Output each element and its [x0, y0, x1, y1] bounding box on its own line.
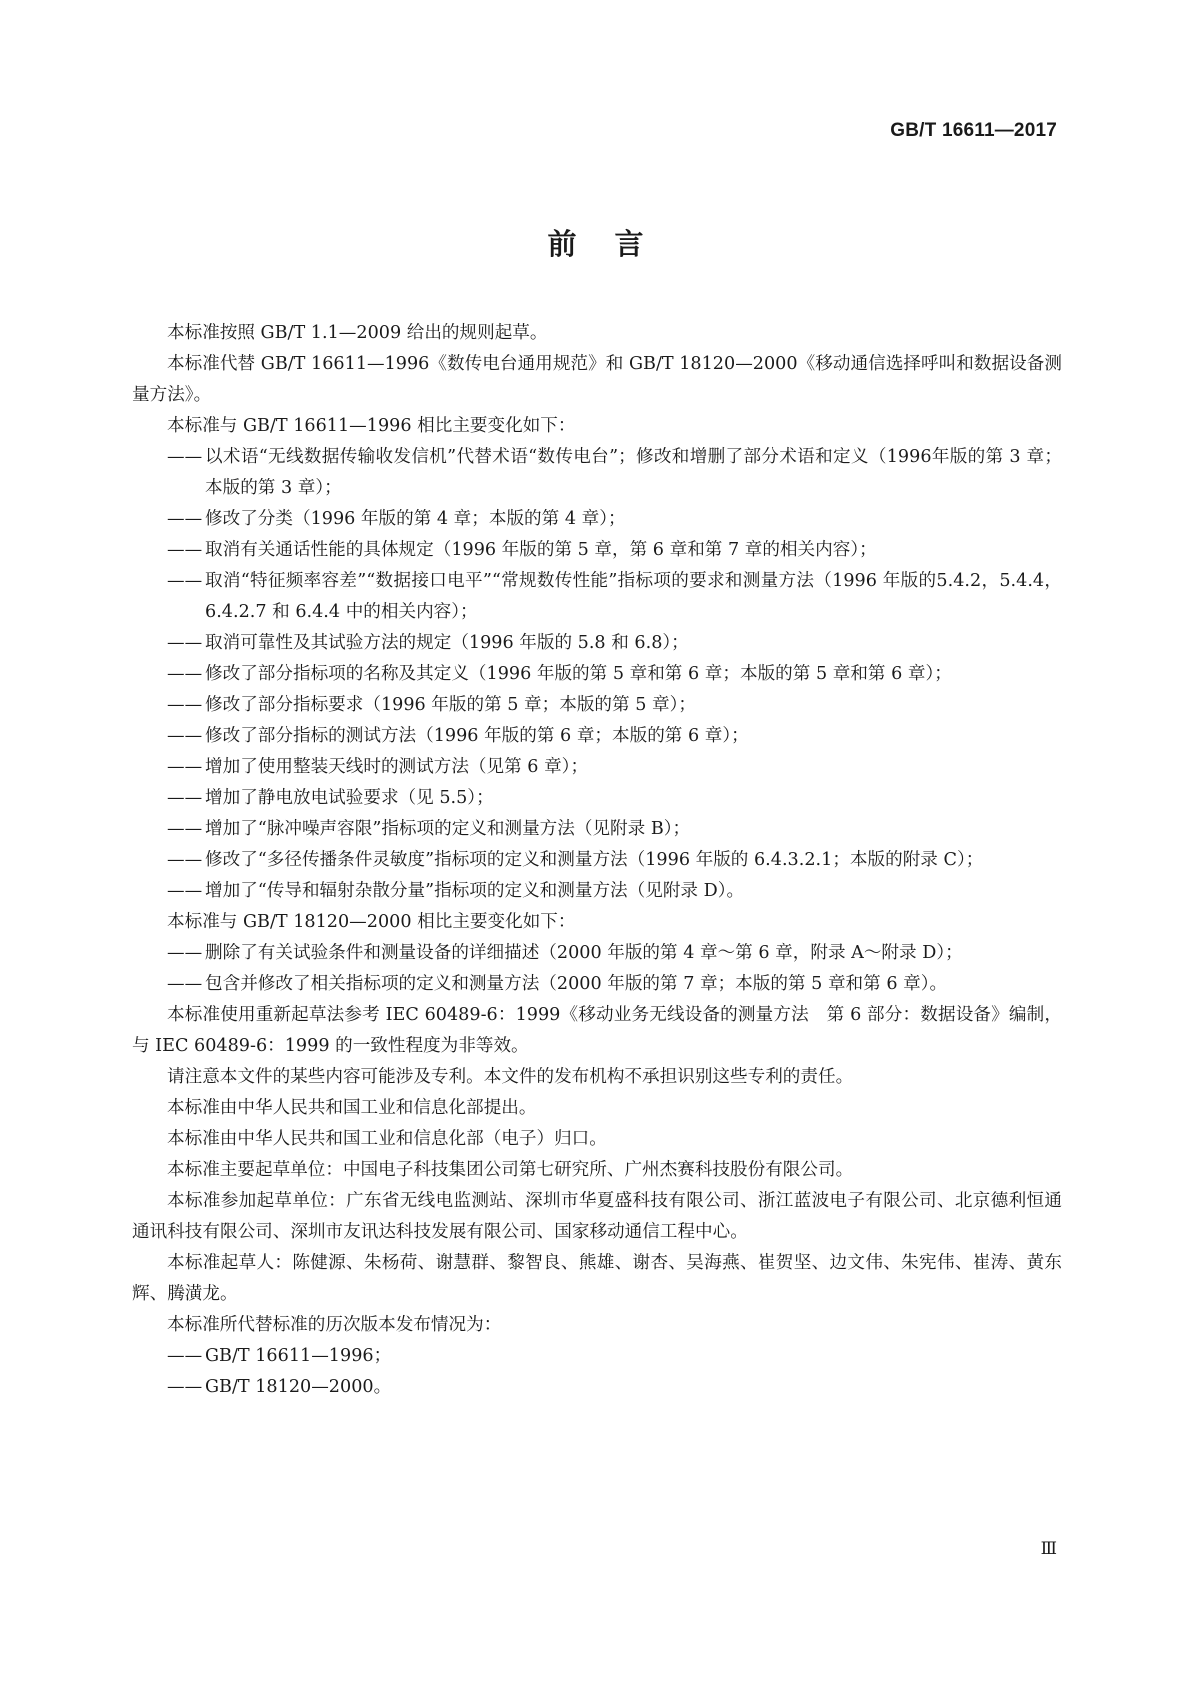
list-item	[132, 659, 1062, 690]
paragraph: 本标准由中华人民共和国工业和信息化部提出。	[167, 1098, 537, 1118]
dash-mark: ——	[167, 788, 203, 808]
dash-mark: ——	[167, 819, 203, 839]
list-item-text: GB/T 18120—2000。	[205, 1377, 392, 1397]
list-item-text: 取消有关通话性能的具体规定（1996 年版的第 5 章，第 6 章和第 7 章的相关内容）；	[205, 540, 877, 560]
paragraph: 本标准与 GB/T 16611—1996 相比主要变化如下：	[167, 416, 576, 436]
dash-mark: ——	[167, 1377, 203, 1397]
dash-mark: ——	[167, 850, 203, 870]
dash-mark: ——	[167, 509, 203, 529]
list-item	[132, 1372, 1062, 1403]
foreword-body	[132, 318, 1062, 1403]
list-item-text: 删除了有关试验条件和测量设备的详细描述（2000 年版的第 4 章～第 6 章，附录 A～附录 D）；	[205, 943, 963, 963]
list-item-text: 修改了部分指标要求（1996 年版的第 5 章；本版的第 5 章）；	[205, 695, 696, 715]
dash-mark: ——	[167, 974, 203, 994]
list-item-text: 增加了“传导和辐射杂散分量”指标项的定义和测量方法（见附录 D）。	[205, 881, 745, 901]
list-item	[132, 535, 1062, 566]
paragraph: 本标准使用重新起草法参考 IEC 60489-6：1999《移动业务无线设备的测量方法 第 6 部分：数据设备》编制，与 IEC 60489-6：1999 的一致性程度为非等效。	[132, 1005, 1062, 1056]
dash-mark: ——	[167, 881, 203, 901]
page-number: Ⅲ	[1040, 1539, 1057, 1558]
dash-mark: ——	[167, 1346, 203, 1366]
list-item-text: 修改了“多径传播条件灵敏度”指标项的定义和测量方法（1996 年版的 6.4.3.2.1；本版的附录 C）；	[205, 850, 984, 870]
dash-mark: ——	[167, 540, 203, 560]
list-item-text: 修改了部分指标的测试方法（1996 年版的第 6 章；本版的第 6 章）；	[205, 726, 749, 746]
paragraph: 本标准由中华人民共和国工业和信息化部（电子）归口。	[167, 1129, 607, 1149]
paragraph: 请注意本文件的某些内容可能涉及专利。本文件的发布机构不承担识别这些专利的责任。	[167, 1067, 854, 1087]
dash-mark: ——	[167, 571, 203, 591]
list-item-text: 增加了使用整装天线时的测试方法（见第 6 章）；	[205, 757, 589, 777]
paragraph: 本标准与 GB/T 18120—2000 相比主要变化如下：	[167, 912, 576, 932]
list-item	[132, 442, 1062, 504]
dash-mark: ——	[167, 726, 203, 746]
standard-number: GB/T 16611—2017	[890, 120, 1057, 141]
paragraph: 本标准按照 GB/T 1.1—2009 给出的规则起草。	[167, 323, 548, 343]
dash-mark: ——	[167, 757, 203, 777]
list-item	[132, 566, 1062, 628]
list-item-text: 增加了“脉冲噪声容限”指标项的定义和测量方法（见附录 B）；	[205, 819, 691, 839]
list-item	[132, 1341, 1062, 1372]
list-item	[132, 845, 1062, 876]
list-item-text: 取消“特征频率容差”“数据接口电平”“常规数传性能”指标项的要求和测量方法（1996 年版的5.4.2，5.4.4，6.4.2.7 和 6.4.4 中的相关内容）；	[205, 571, 1062, 622]
list-item	[132, 969, 1062, 1000]
paragraph: 本标准起草人：陈健源、朱杨荷、谢慧群、黎智良、熊雄、谢杏、吴海燕、崔贺坚、边文伟、朱宪伟、崔涛、黄东辉、腾潢龙。	[132, 1253, 1062, 1304]
paragraph: 本标准主要起草单位：中国电子科技集团公司第七研究所、广州杰赛科技股份有限公司。	[167, 1160, 854, 1180]
page-title: 前言	[547, 227, 682, 261]
list-item-text: 修改了分类（1996 年版的第 4 章；本版的第 4 章）；	[205, 509, 626, 529]
list-item-text: 取消可靠性及其试验方法的规定（1996 年版的 5.8 和 6.8）；	[205, 633, 689, 653]
paragraph: 本标准参加起草单位：广东省无线电监测站、深圳市华夏盛科技有限公司、浙江蓝波电子有限公司、北京德利恒通通讯科技有限公司、深圳市友讯达科技发展有限公司、国家移动通信工程中心。	[132, 1191, 1062, 1242]
list-item-text: 包含并修改了相关指标项的定义和测量方法（2000 年版的第 7 章；本版的第 5 章和第 6 章）。	[205, 974, 948, 994]
list-item-text: GB/T 16611—1996；	[205, 1346, 392, 1366]
list-item	[132, 876, 1062, 907]
list-item-text: 以术语“无线数据传输收发信机”代替术语“数传电台”；修改和增删了部分术语和定义（1996年版的第 3 章；本版的第 3 章）；	[205, 447, 1062, 498]
list-item	[132, 721, 1062, 752]
list-item	[132, 783, 1062, 814]
dash-mark: ——	[167, 695, 203, 715]
list-item	[132, 938, 1062, 969]
paragraph: 本标准代替 GB/T 16611—1996《数传电台通用规范》和 GB/T 18120—2000《移动通信选择呼叫和数据设备测量方法》。	[132, 354, 1062, 405]
paragraph: 本标准所代替标准的历次版本发布情况为：	[167, 1315, 502, 1335]
list-item	[132, 752, 1062, 783]
list-item	[132, 504, 1062, 535]
dash-mark: ——	[167, 943, 203, 963]
list-item	[132, 690, 1062, 721]
list-item-text: 增加了静电放电试验要求（见 5.5）；	[205, 788, 494, 808]
dash-mark: ——	[167, 664, 203, 684]
list-item-text: 修改了部分指标项的名称及其定义（1996 年版的第 5 章和第 6 章；本版的第 5 章和第 6 章）；	[205, 664, 952, 684]
dash-mark: ——	[167, 447, 203, 467]
dash-mark: ——	[167, 633, 203, 653]
list-item	[132, 814, 1062, 845]
list-item	[132, 628, 1062, 659]
